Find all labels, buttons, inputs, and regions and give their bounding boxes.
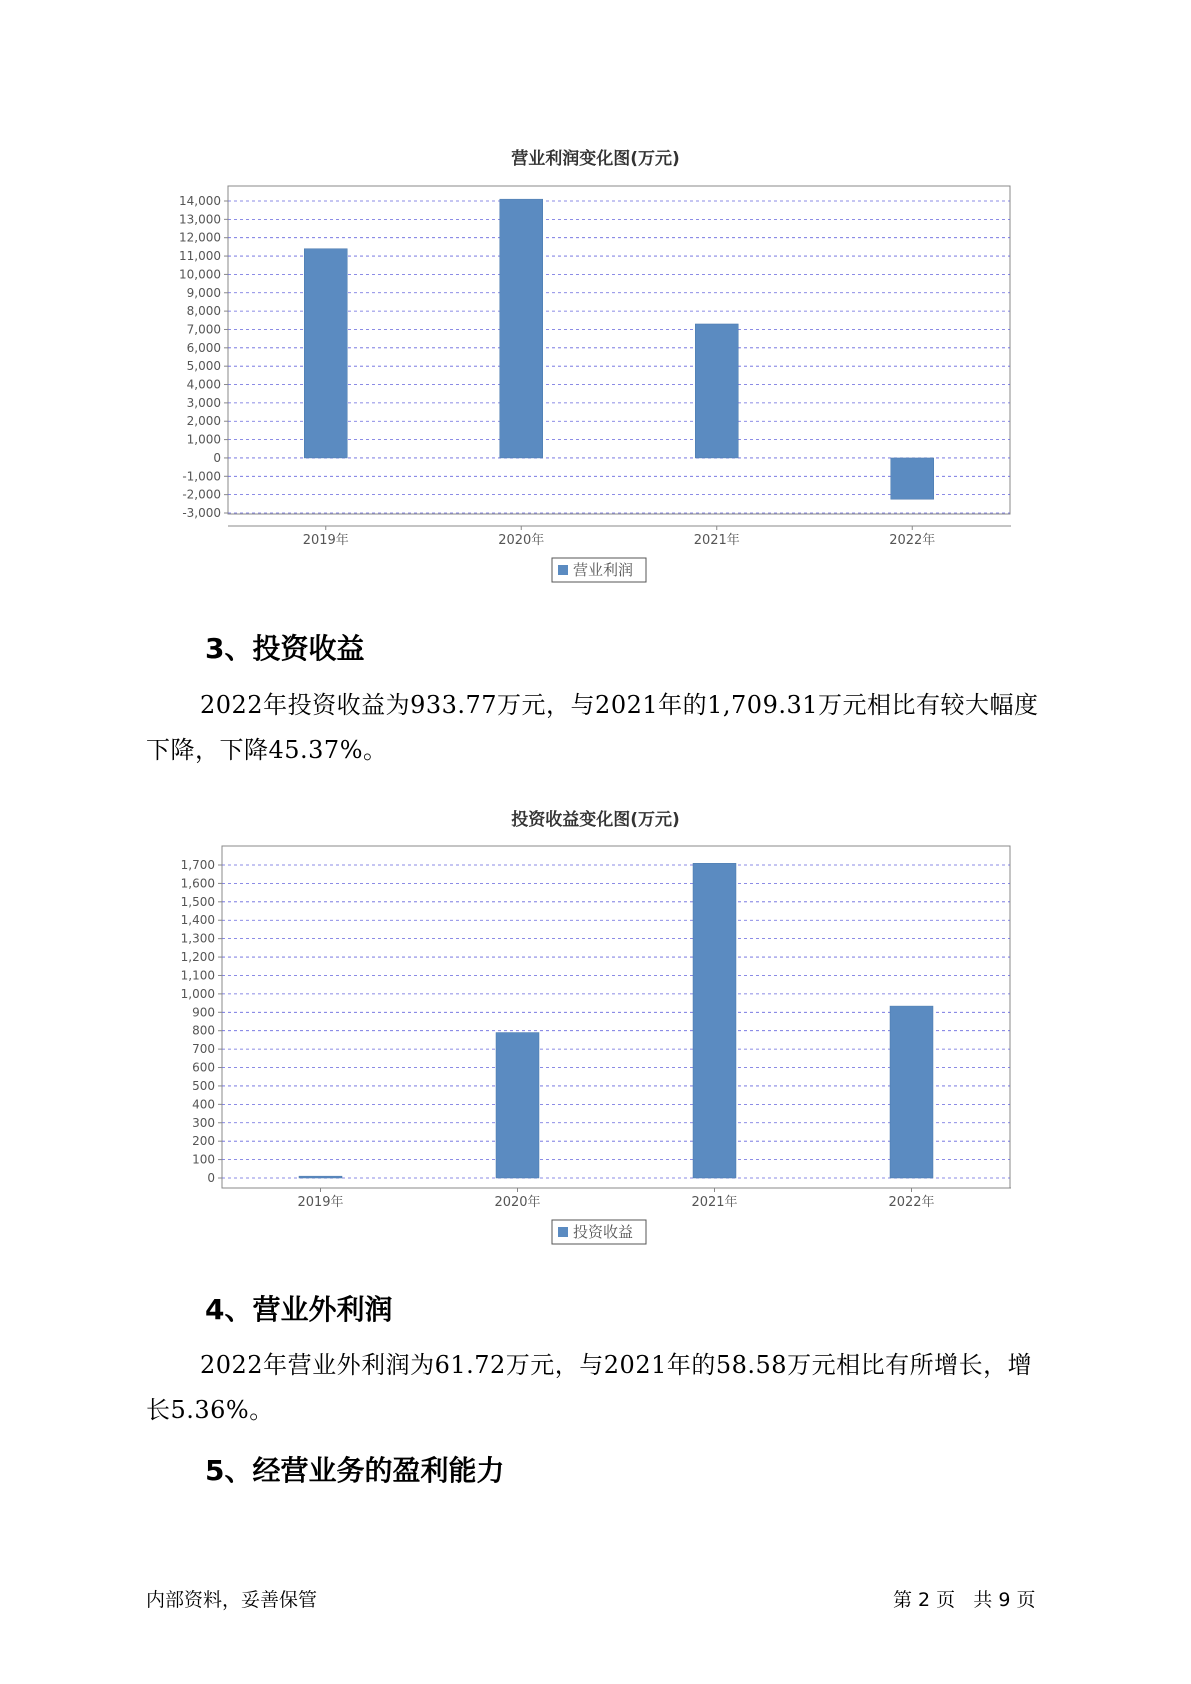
bar-2019年 [299,1176,342,1178]
y-tick-label: -1,000 [182,469,221,484]
x-tick-label: 2022年 [889,533,936,548]
y-tick-label: 11,000 [179,249,221,264]
operating-profit-chart [0,140,1191,590]
y-tick-label: 700 [192,1042,215,1057]
y-tick-label: 8,000 [186,304,221,319]
y-tick-label: 400 [192,1097,215,1112]
y-tick-label: 7,000 [186,322,221,337]
y-tick-label: 0 [213,450,221,465]
y-tick-label: 1,100 [180,968,215,983]
y-tick-label: 200 [192,1134,215,1149]
investment-income-chart [0,800,1191,1250]
legend-swatch [558,1227,568,1237]
bar-2019年 [304,249,347,458]
y-tick-label: -3,000 [182,506,221,520]
y-tick-label: 100 [192,1152,215,1167]
y-tick-label: 1,000 [180,986,215,1001]
bar-2022年 [891,458,934,499]
footer-page-number: 第 2 页 共 9 页 [893,1589,1036,1611]
x-tick-label: 2021年 [693,533,740,548]
chart-legend [552,558,646,582]
x-tick-label: 2019年 [302,533,349,548]
legend-swatch [558,565,568,575]
x-tick-label: 2020年 [498,533,545,548]
bar-2021年 [695,324,738,458]
y-tick-label: 10,000 [179,267,221,282]
y-tick-label: 0 [207,1171,215,1185]
bar-2020年 [500,199,543,458]
y-tick-label: 1,700 [180,858,215,872]
y-tick-label: 3,000 [186,395,221,410]
y-tick-label: 800 [192,1023,215,1038]
y-tick-label: 12,000 [179,230,221,245]
y-tick-label: 1,400 [180,913,215,928]
legend-label: 投资收益 [573,1223,634,1241]
y-tick-label: 500 [192,1078,215,1093]
x-tick-label: 2021年 [691,1195,738,1210]
bar-2021年 [693,863,736,1178]
y-tick-label: 4,000 [186,377,221,392]
bar-2022年 [890,1006,933,1178]
y-tick-label: 5,000 [186,359,221,374]
section-heading-business-profitability: 5、经营业务的盈利能力 [205,1454,505,1487]
non-operating-profit-paragraph: 2022年营业外利润为61.72万元，与2021年的58.58万元相比有所增长，增长5.36%。 [146,1351,1033,1424]
legend-label: 营业利润 [573,561,634,579]
x-tick-label: 2020年 [494,1195,541,1210]
y-tick-label: 1,000 [186,432,221,447]
section-heading-non-operating-profit: 4、营业外利润 [205,1293,393,1326]
investment-income-paragraph: 2022年投资收益为933.77万元，与2021年的1,709.31万元相比有较大幅度下降，下降45.37%。 [146,691,1039,764]
y-tick-label: 1,200 [180,950,215,965]
x-tick-label: 2019年 [297,1195,344,1210]
section-heading-investment-income: 3、投资收益 [205,632,365,665]
footer-confidential-note: 内部资料，妥善保管 [146,1589,318,1611]
x-tick-label: 2022年 [888,1195,935,1210]
chart-title-investment-income: 投资收益变化图(万元) [511,810,680,830]
y-tick-label: 9,000 [186,285,221,300]
chart-title-operating-profit: 营业利润变化图(万元) [511,149,680,169]
y-tick-label: -2,000 [182,487,221,502]
y-tick-label: 300 [192,1115,215,1130]
y-tick-label: 600 [192,1060,215,1075]
y-tick-label: 2,000 [186,414,221,429]
y-tick-label: 1,600 [180,876,215,891]
y-tick-label: 1,300 [180,931,215,946]
y-tick-label: 1,500 [180,894,215,909]
y-tick-label: 14,000 [179,194,221,208]
y-tick-label: 6,000 [186,340,221,355]
y-tick-label: 13,000 [179,212,221,227]
bar-2020年 [496,1033,539,1178]
chart-legend [552,1220,646,1244]
y-tick-label: 900 [192,1005,215,1020]
